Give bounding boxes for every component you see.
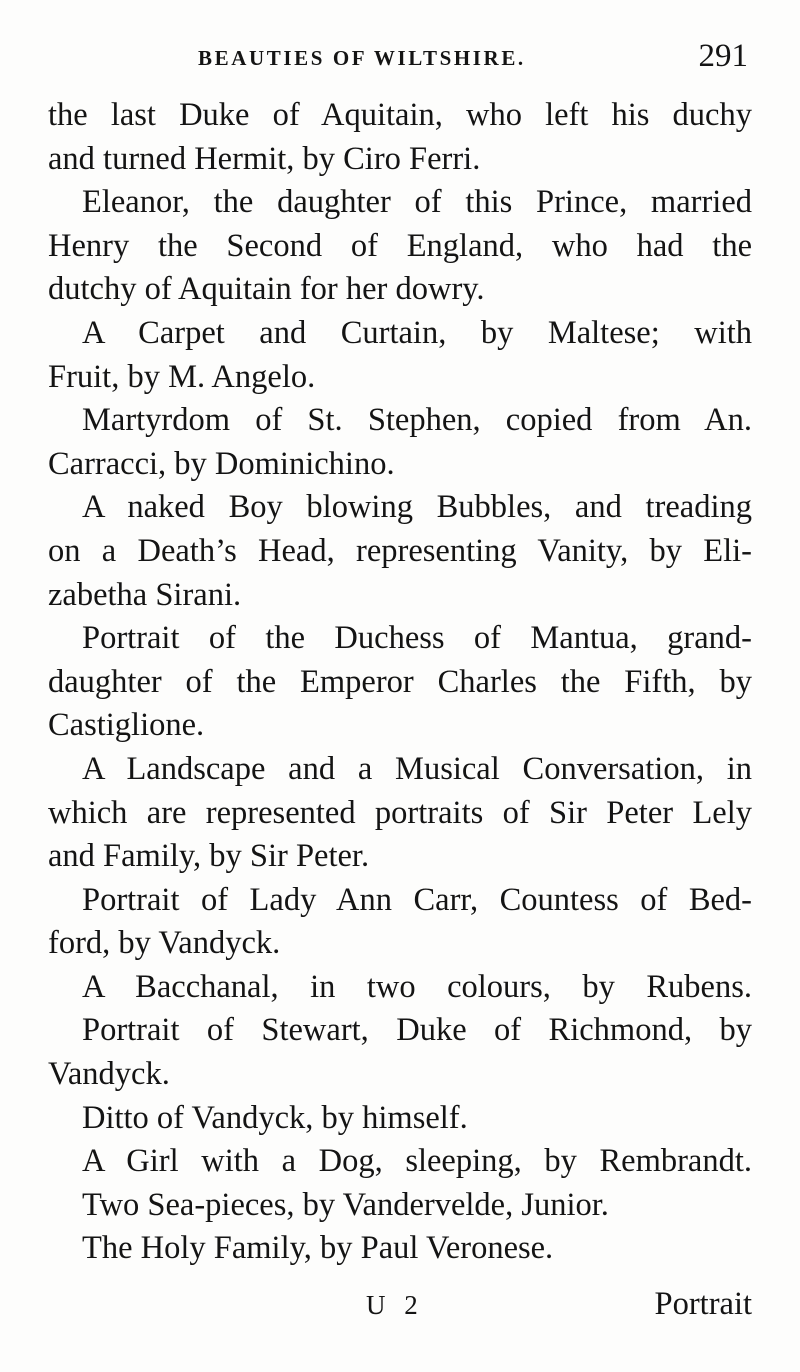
text-line: Vandyck. [48, 1056, 170, 1093]
text-line: A Landscape and a Musical Conversation, in [82, 750, 752, 787]
text-line: The Holy Family, by Paul Veronese. [82, 1230, 554, 1267]
text-line: Fruit, by M. Angelo. [48, 358, 316, 395]
text-line: which are represented portraits of Sir Peter Lely [48, 794, 752, 831]
text-line: daughter of the Emperor Charles the Fifth, by [48, 663, 752, 700]
text-line: the last Duke of Aquitain, who left his duchy [48, 97, 752, 133]
text-line: Henry the Second of England, who had the [48, 227, 752, 264]
text-line: A Girl with a Dog, sleeping, by Rembrandt. [82, 1143, 752, 1180]
body-text [48, 94, 752, 1271]
signature-mark: U 2 [366, 1290, 424, 1320]
catchword: Portrait [654, 1286, 752, 1322]
running-title: BEAUTIES OF WILTSHIRE. [198, 46, 526, 70]
text-line: zabetha Sirani. [48, 576, 242, 613]
text-line: and Family, by Sir Peter. [48, 838, 370, 875]
text-line: ford, by Vandyck. [48, 925, 281, 962]
text-line: Portrait of the Duchess of Mantua, grand- [82, 620, 752, 657]
text-line: A Carpet and Curtain, by Maltese; with [82, 314, 752, 351]
text-line: A Bacchanal, in two colours, by Rubens. [82, 968, 752, 1005]
text-line: Two Sea-pieces, by Vandervelde, Junior. [82, 1186, 609, 1223]
text-line: Carracci, by Dominichino. [48, 445, 395, 482]
page-footer [48, 1282, 752, 1330]
text-line: on a Death’s Head, representing Vanity, by Eli- [48, 532, 752, 569]
page-number: 291 [698, 38, 748, 74]
text-line: Portrait of Stewart, Duke of Richmond, by [82, 1012, 752, 1049]
text-line: Martyrdom of St. Stephen, copied from An. [82, 402, 752, 439]
text-line: dutchy of Aquitain for her dowry. [48, 271, 485, 308]
text-line: Ditto of Vandyck, by himself. [82, 1099, 468, 1136]
text-line: A naked Boy blowing Bubbles, and treading [82, 489, 752, 526]
text-line: Castiglione. [48, 707, 205, 744]
running-head [48, 38, 748, 84]
text-line: Eleanor, the daughter of this Prince, married [82, 184, 752, 221]
text-line: Portrait of Lady Ann Carr, Countess of Bed- [82, 881, 752, 918]
text-line: and turned Hermit, by Ciro Ferri. [48, 140, 481, 177]
